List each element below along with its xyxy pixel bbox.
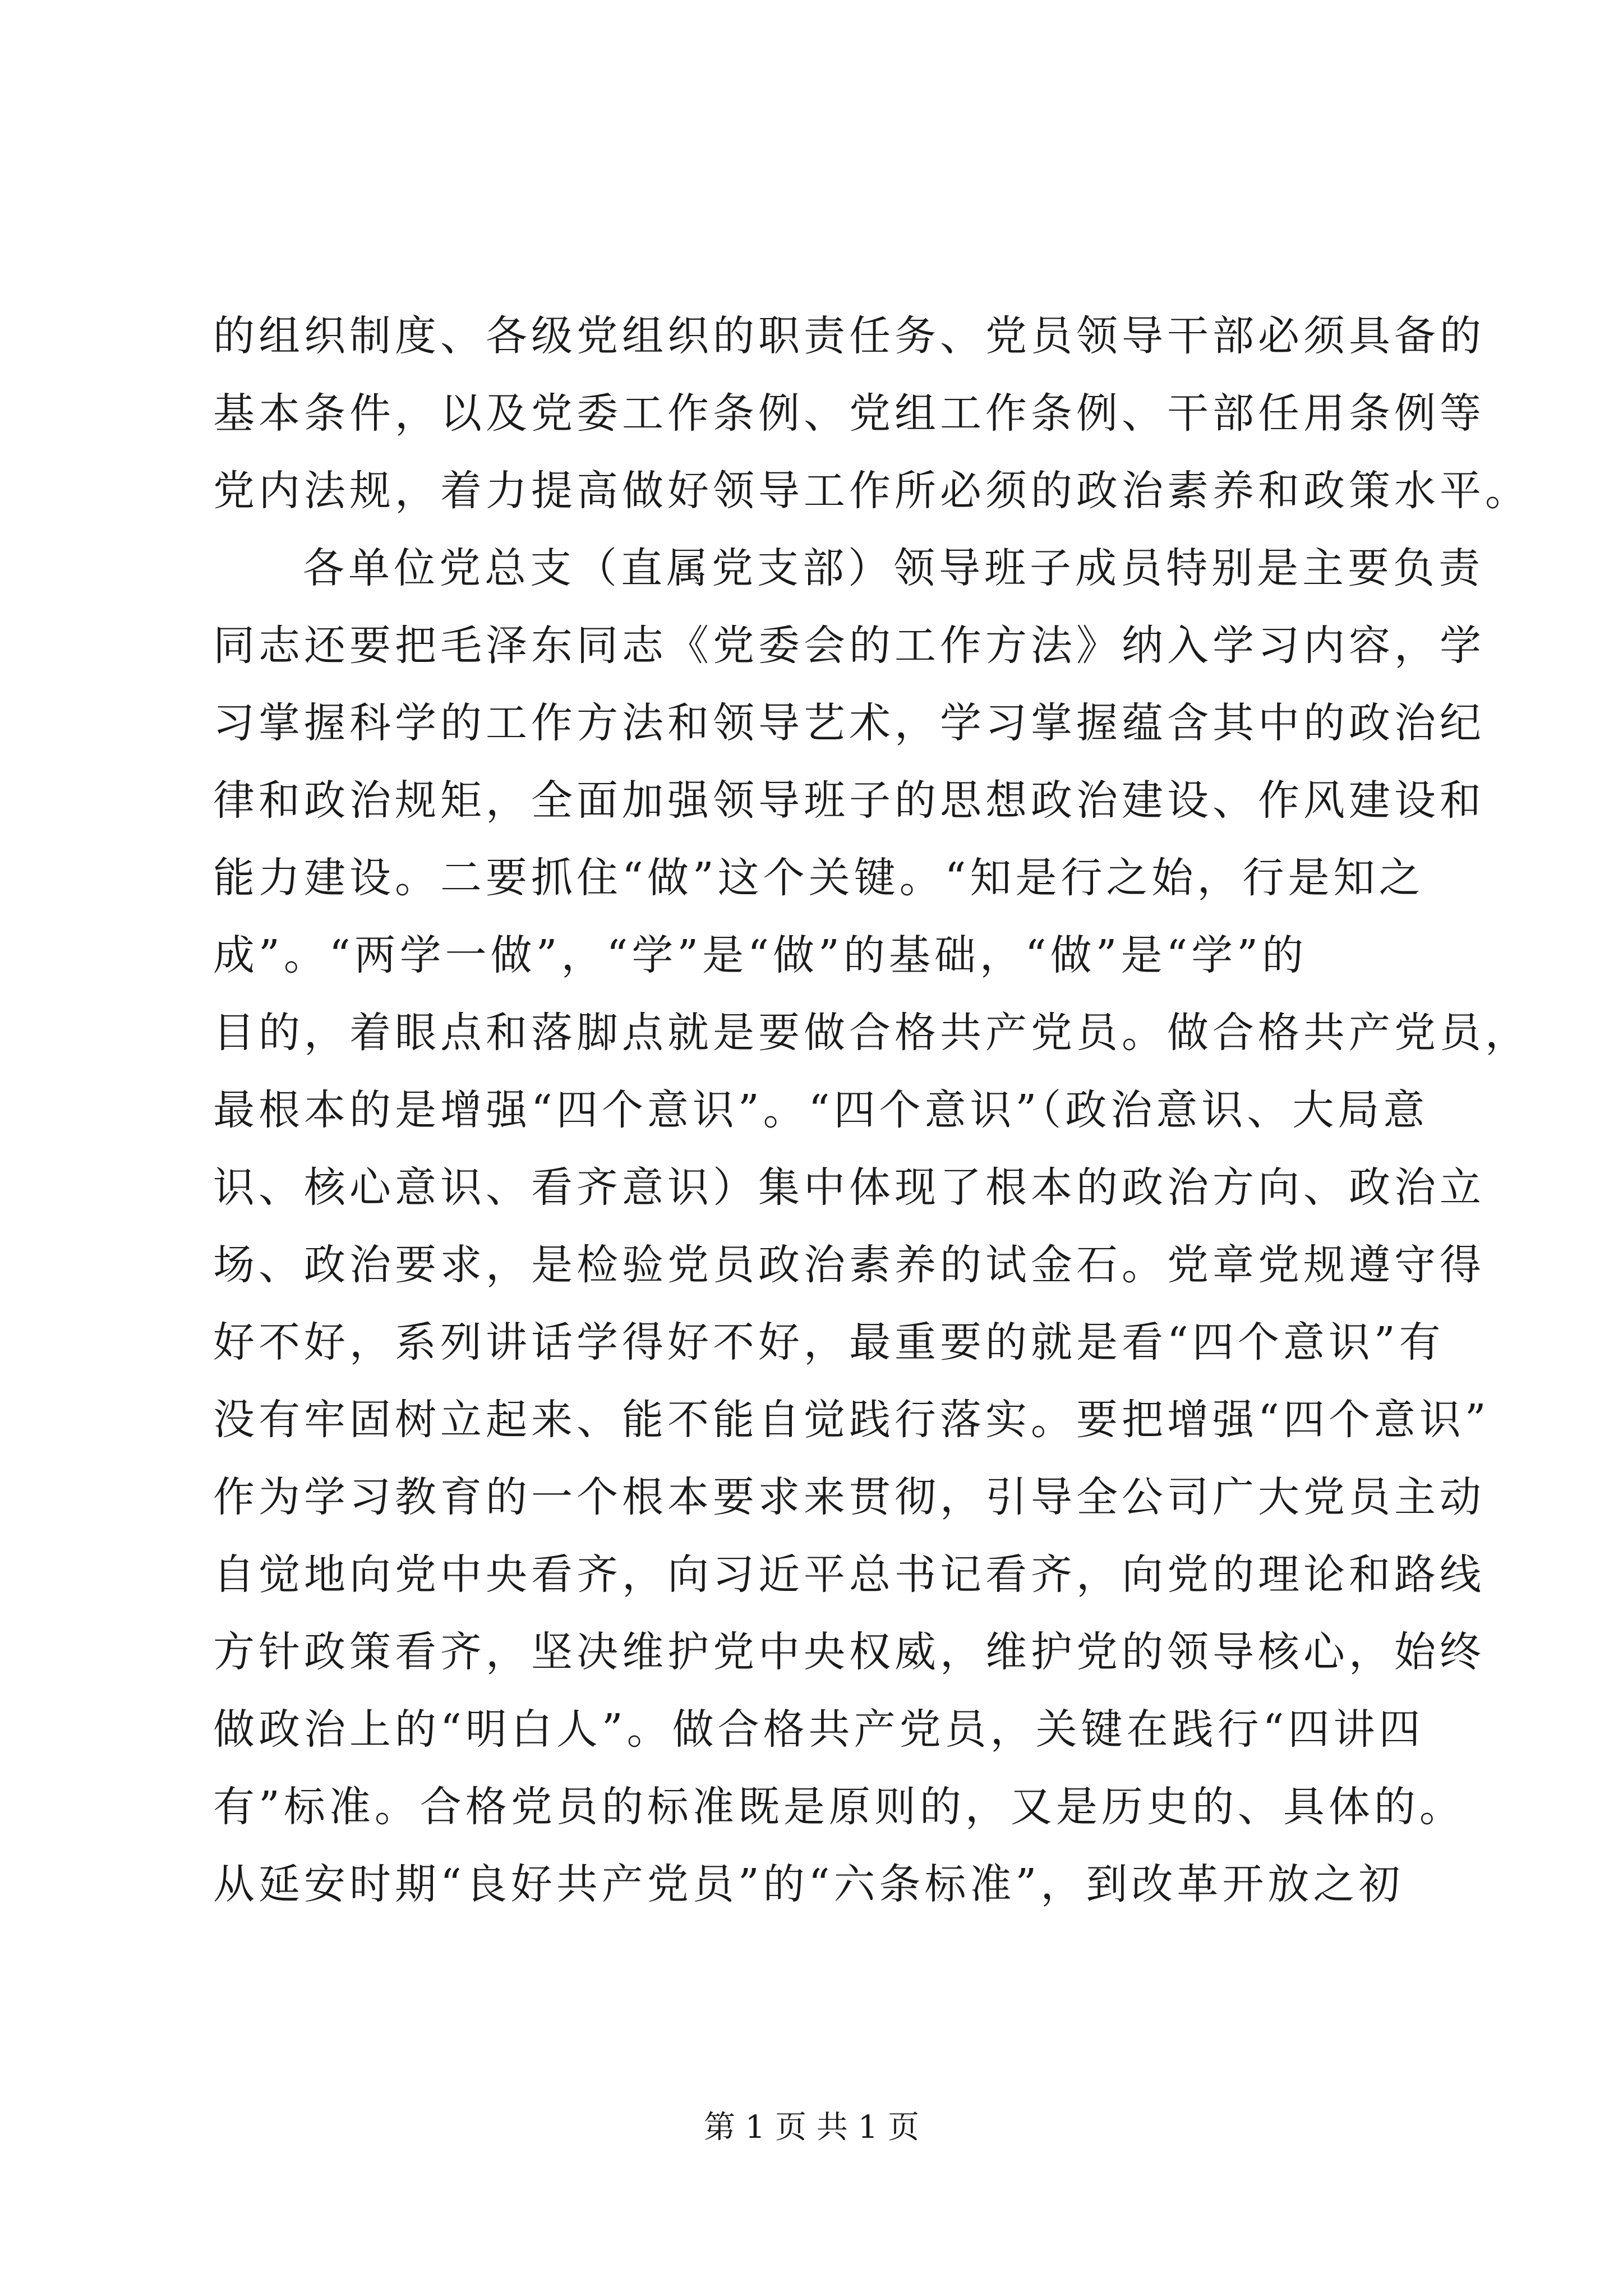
- text-line: 能力建设。二要抓住“做”这个关键。“知是行之始，行是知之: [213, 854, 1424, 902]
- text-line: 律和政治规矩，全面加强领导班子的思想政治建设、作风建设和: [213, 776, 1485, 825]
- text-line: 党内法规，着力提高做好领导工作所必须的政治素养和政策水平。: [213, 467, 1530, 515]
- text-line: 做政治上的“明白人”。做合格共产党员，关键在践行“四讲四: [213, 1705, 1424, 1754]
- page-footer: 第 1 页 共 1 页: [703, 2109, 920, 2146]
- text-line: 方针政策看齐，坚决维护党中央权威，维护党的领导核心，始终: [213, 1628, 1485, 1676]
- text-line: 从延安时期“良好共产党员”的“六条标准”，到改革开放之初: [213, 1860, 1404, 1908]
- text-line: 作为学习教育的一个根本要求来贯彻，引导全公司广大党员主动: [213, 1473, 1485, 1521]
- paragraph-start-line: 各单位党总支（直属党支部）领导班子成员特别是主要负责: [303, 544, 1484, 592]
- text-line: 没有牢固树立起来、能不能自觉践行落实。要把增强“四个意识”: [213, 1396, 1490, 1444]
- text-line: 好不好，系列讲话学得好不好，最重要的就是看“四个意识”有: [213, 1318, 1445, 1366]
- text-line: 习掌握科学的工作方法和领导艺术，学习掌握蕴含其中的政治纪: [213, 699, 1485, 747]
- text-line: 场、政治要求，是检验党员政治素养的试金石。党章党规遵守得: [213, 1241, 1485, 1289]
- text-line: 基本条件，以及党委工作条例、党组工作条例、干部任用条例等: [213, 389, 1485, 438]
- text-line: 识、核心意识、看齐意识）集中体现了根本的政治方向、政治立: [213, 1163, 1485, 1212]
- text-line: 同志还要把毛泽东同志《党委会的工作方法》纳入学习内容，学: [213, 622, 1485, 670]
- text-line: 的组织制度、各级党组织的职责任务、党员领导干部必须具备的: [213, 312, 1485, 360]
- text-line: 最根本的是增强“四个意识”。“四个意识”（政治意识、大局意: [213, 1086, 1429, 1134]
- text-line: 目的，着眼点和落脚点就是要做合格共产党员。做合格共产党员，: [213, 1009, 1530, 1057]
- body-text: [213, 297, 1530, 1923]
- text-line: 有”标准。合格党员的标准既是原则的，又是历史的、具体的。: [213, 1783, 1465, 1831]
- text-line: 成”。“两学一做”，“学”是“做”的基础，“做”是“学”的: [213, 931, 1308, 979]
- text-line: 自觉地向党中央看齐，向习近平总书记看齐，向党的理论和路线: [213, 1550, 1485, 1599]
